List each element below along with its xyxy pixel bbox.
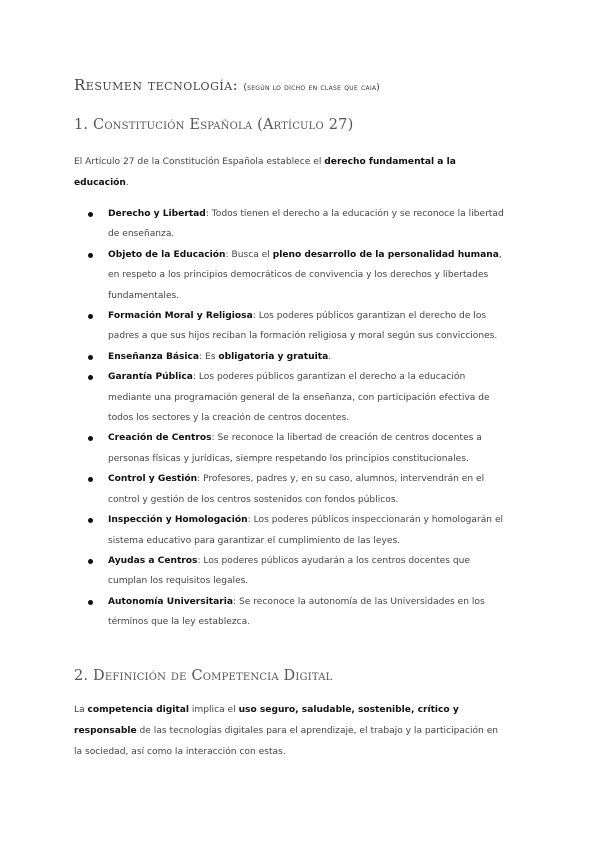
section-1-intro xyxy=(74,152,504,194)
item-text: Profesores, padres y, en su caso, alumnos, intervendrán en el control y gestión de los centros sostenidos con fondos públicos. xyxy=(108,474,485,505)
list-item xyxy=(88,204,508,245)
item-sep: : xyxy=(199,351,206,362)
item-text: Es xyxy=(205,351,219,362)
item-term: Garantía Pública xyxy=(108,372,193,383)
para-text: La xyxy=(74,705,88,715)
item-text: Los poderes públicos garantizan el derecho a la educación mediante una programación general de la enseñanza, con participación efectiva de todos los sectores y la creación de centros docentes. xyxy=(108,372,490,424)
item-sep: : xyxy=(192,372,199,383)
item-sep: : xyxy=(233,596,239,607)
intro-end: . xyxy=(125,178,129,188)
list-item xyxy=(88,469,508,510)
item-sep: : xyxy=(225,249,232,260)
para-bold: competencia digital xyxy=(87,705,189,715)
item-bold: pleno desarrollo de la personalidad humana xyxy=(272,249,499,260)
bullet-icon xyxy=(88,253,93,258)
item-sep: : xyxy=(247,515,254,526)
item-text: Busca el xyxy=(231,249,273,260)
item-term: Ayudas a Centros xyxy=(108,555,198,566)
item-bold: obligatoria y gratuita xyxy=(218,351,329,362)
title-subtitle: (según lo dicho en clase que caia) xyxy=(243,83,381,93)
bullet-icon xyxy=(88,559,93,564)
bullet-icon xyxy=(88,436,93,441)
bullet-icon xyxy=(88,314,93,319)
intro-bold: derecho fundamental a la educación xyxy=(74,157,456,188)
item-text: , en respeto a los principios democráticos de convivencia y los derechos y libertades fundamentales. xyxy=(108,249,502,301)
intro-text: El Artículo 27 de la Constitución Española establece el xyxy=(74,157,325,167)
item-term: Autonomía Universitaria xyxy=(108,596,234,607)
bullet-icon xyxy=(88,518,93,523)
list-item xyxy=(88,510,508,551)
item-term: Formación Moral y Religiosa xyxy=(108,311,253,322)
list-item xyxy=(88,245,508,306)
item-term: Enseñanza Básica xyxy=(108,351,200,362)
item-term: Control y Gestión xyxy=(108,474,198,485)
item-text: Se reconoce la autonomía de las Universidades en los términos que la ley establezca. xyxy=(108,596,485,628)
item-text: Se reconoce la libertad de creación de centros docentes a personas físicas y jurídicas, siempre respetando los principios constitucionales. xyxy=(108,433,482,464)
para-text: de las tecnologías digitales para el aprendizaje, el trabajo y la participación en la sociedad, así como la interacción con estas. xyxy=(74,726,499,757)
item-sep: : xyxy=(205,209,212,219)
bullet-icon xyxy=(88,375,93,380)
item-term: Derecho y Libertad xyxy=(108,209,206,219)
title-main: Resumen tecnología: xyxy=(74,76,239,94)
item-text: Los poderes públicos inspeccionarán y homologarán el sistema educativo para garantizar el cumplimiento de las leyes. xyxy=(108,515,504,546)
item-sep: : xyxy=(197,555,204,566)
bullet-icon xyxy=(88,477,93,482)
list-item xyxy=(88,592,508,633)
item-text: Los poderes públicos ayudarán a los centros docentes que cumplan los requisitos legales. xyxy=(108,555,471,587)
list-item xyxy=(88,306,508,347)
bullet-icon xyxy=(88,600,93,605)
list-item xyxy=(88,347,508,367)
document-title xyxy=(74,76,380,94)
list-item xyxy=(88,367,508,428)
article-27-list xyxy=(88,204,508,633)
item-text: Todos tienen el derecho a la educación y se reconoce la libertad de enseñanza. xyxy=(108,209,504,240)
item-term: Creación de Centros xyxy=(108,433,212,444)
section-2-heading: 2. Definición de Competencia Digital xyxy=(74,668,333,684)
section-1-heading: 1. Constitución Española (Artículo 27) xyxy=(74,117,354,133)
item-sep: : xyxy=(197,474,204,485)
section-2-paragraph xyxy=(74,700,504,763)
bullet-icon xyxy=(88,355,93,360)
para-text: implica el xyxy=(188,705,239,715)
item-sep: : xyxy=(211,433,218,444)
item-term: Inspección y Homologación xyxy=(108,515,248,526)
list-item xyxy=(88,551,508,592)
item-sep: : xyxy=(252,311,259,322)
bullet-icon xyxy=(88,212,93,217)
para-bold: uso seguro, saludable, sostenible, crítico y responsable xyxy=(74,705,459,736)
item-text: Los poderes públicos garantizan el derecho de los padres a que sus hijos reciban la formación religiosa y moral según sus convicciones. xyxy=(108,311,498,342)
item-text: . xyxy=(328,351,332,362)
item-term: Objeto de la Educación xyxy=(108,249,226,260)
list-item xyxy=(88,428,508,469)
